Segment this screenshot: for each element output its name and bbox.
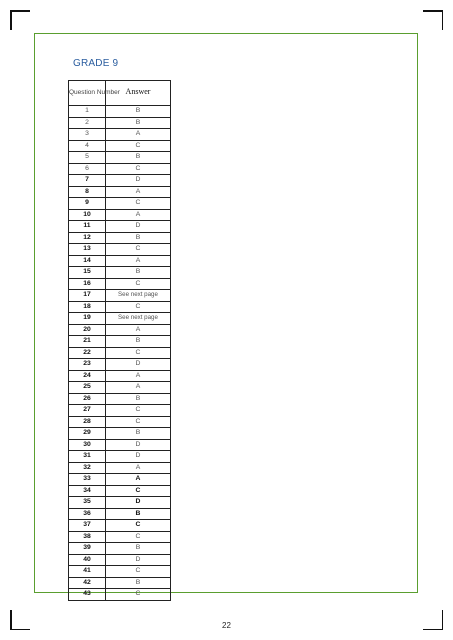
question-number-cell: 25 [69, 382, 106, 394]
table-header-row [69, 81, 171, 106]
answer-cell: C [106, 163, 171, 175]
question-number-cell: 7 [69, 175, 106, 187]
page-title: GRADE 9 [73, 58, 119, 69]
question-number-cell: 19 [69, 313, 106, 325]
question-number-cell: 16 [69, 278, 106, 290]
answer-cell: C [106, 278, 171, 290]
answer-cell: B [106, 393, 171, 405]
question-number-cell: 4 [69, 140, 106, 152]
answer-cell: D [106, 554, 171, 566]
answer-cell: A [106, 186, 171, 198]
table-row [69, 577, 171, 589]
answer-cell: C [106, 566, 171, 578]
crop-mark-top-right-vertical [442, 10, 444, 30]
table-row [69, 485, 171, 497]
table-row [69, 589, 171, 601]
table-row [69, 462, 171, 474]
answer-cell: C [106, 140, 171, 152]
crop-mark-top-right-horizontal [423, 10, 443, 12]
question-number-cell: 8 [69, 186, 106, 198]
crop-mark-top-left-horizontal [10, 10, 30, 12]
answer-cell: B [106, 336, 171, 348]
answer-cell: See next page [106, 290, 171, 302]
question-number-cell: 43 [69, 589, 106, 601]
answer-cell: A [106, 255, 171, 267]
table-row [69, 313, 171, 325]
table-row [69, 405, 171, 417]
question-number-cell: 20 [69, 324, 106, 336]
answer-cell: C [106, 520, 171, 532]
table-row [69, 451, 171, 463]
table-row [69, 554, 171, 566]
question-number-cell: 6 [69, 163, 106, 175]
table-row [69, 255, 171, 267]
question-number-cell: 3 [69, 129, 106, 141]
question-number-cell: 27 [69, 405, 106, 417]
table-row [69, 140, 171, 152]
question-number-cell: 37 [69, 520, 106, 532]
answer-key-table [68, 80, 171, 601]
answer-cell: B [106, 117, 171, 129]
question-number-cell: 32 [69, 462, 106, 474]
page-number: 22 [222, 621, 231, 630]
answer-cell: B [106, 428, 171, 440]
answer-cell: B [106, 267, 171, 279]
table-row [69, 198, 171, 210]
answer-cell: See next page [106, 313, 171, 325]
answer-cell: A [106, 324, 171, 336]
answer-cell: A [106, 129, 171, 141]
answer-cell: A [106, 209, 171, 221]
table-row [69, 152, 171, 164]
table-row [69, 566, 171, 578]
table-row [69, 163, 171, 175]
question-number-cell: 41 [69, 566, 106, 578]
answer-cell: A [106, 462, 171, 474]
question-number-cell: 31 [69, 451, 106, 463]
table-row [69, 209, 171, 221]
question-number-cell: 35 [69, 497, 106, 509]
table-row [69, 129, 171, 141]
table-row [69, 474, 171, 486]
answer-cell: B [106, 508, 171, 520]
table-row [69, 244, 171, 256]
answer-cell: B [106, 232, 171, 244]
question-number-cell: 24 [69, 370, 106, 382]
answer-cell: D [106, 497, 171, 509]
answer-cell: B [106, 543, 171, 555]
question-number-cell: 38 [69, 531, 106, 543]
table-row [69, 382, 171, 394]
question-number-cell: 23 [69, 359, 106, 371]
table-row [69, 497, 171, 509]
question-number-cell: 9 [69, 198, 106, 210]
answer-cell: B [106, 106, 171, 118]
question-number-header: Question Number [69, 81, 106, 106]
table-row [69, 186, 171, 198]
answer-cell: D [106, 359, 171, 371]
question-number-cell: 17 [69, 290, 106, 302]
table-row [69, 301, 171, 313]
table-row [69, 221, 171, 233]
table-row [69, 508, 171, 520]
table-row [69, 336, 171, 348]
table-row [69, 520, 171, 532]
table-row [69, 175, 171, 187]
question-number-cell: 39 [69, 543, 106, 555]
answer-cell: D [106, 175, 171, 187]
answer-cell: A [106, 370, 171, 382]
answer-rows [69, 106, 171, 601]
question-number-cell: 10 [69, 209, 106, 221]
question-number-cell: 36 [69, 508, 106, 520]
table-row [69, 232, 171, 244]
answer-cell: C [106, 589, 171, 601]
answer-cell: C [106, 347, 171, 359]
answer-cell: A [106, 474, 171, 486]
answer-cell: C [106, 198, 171, 210]
question-number-cell: 2 [69, 117, 106, 129]
answer-cell: D [106, 221, 171, 233]
answer-cell: C [106, 405, 171, 417]
question-number-cell: 13 [69, 244, 106, 256]
answer-header: Answer [106, 81, 171, 106]
answer-cell: C [106, 416, 171, 428]
question-number-cell: 34 [69, 485, 106, 497]
table-row [69, 428, 171, 440]
table-row [69, 543, 171, 555]
table-row [69, 278, 171, 290]
question-number-cell: 22 [69, 347, 106, 359]
question-number-cell: 18 [69, 301, 106, 313]
question-number-cell: 40 [69, 554, 106, 566]
question-number-cell: 30 [69, 439, 106, 451]
question-number-cell: 28 [69, 416, 106, 428]
table-row [69, 393, 171, 405]
table-row [69, 290, 171, 302]
table-row [69, 416, 171, 428]
table-row [69, 267, 171, 279]
table-row [69, 439, 171, 451]
crop-mark-top-left-vertical [10, 10, 12, 30]
question-number-cell: 26 [69, 393, 106, 405]
table-row [69, 106, 171, 118]
table-row [69, 370, 171, 382]
question-number-cell: 14 [69, 255, 106, 267]
question-number-cell: 21 [69, 336, 106, 348]
question-number-cell: 12 [69, 232, 106, 244]
table-row [69, 347, 171, 359]
answer-cell: C [106, 531, 171, 543]
question-number-cell: 15 [69, 267, 106, 279]
question-number-cell: 33 [69, 474, 106, 486]
answer-cell: B [106, 577, 171, 589]
question-number-cell: 11 [69, 221, 106, 233]
table-row [69, 531, 171, 543]
question-number-cell: 29 [69, 428, 106, 440]
answer-cell: D [106, 439, 171, 451]
answer-cell: C [106, 485, 171, 497]
question-number-cell: 42 [69, 577, 106, 589]
question-number-cell: 1 [69, 106, 106, 118]
answer-cell: C [106, 301, 171, 313]
answer-cell: D [106, 451, 171, 463]
table-row [69, 359, 171, 371]
answer-cell: C [106, 244, 171, 256]
answer-cell: B [106, 152, 171, 164]
table-row [69, 324, 171, 336]
answer-cell: A [106, 382, 171, 394]
table-row [69, 117, 171, 129]
question-number-cell: 5 [69, 152, 106, 164]
